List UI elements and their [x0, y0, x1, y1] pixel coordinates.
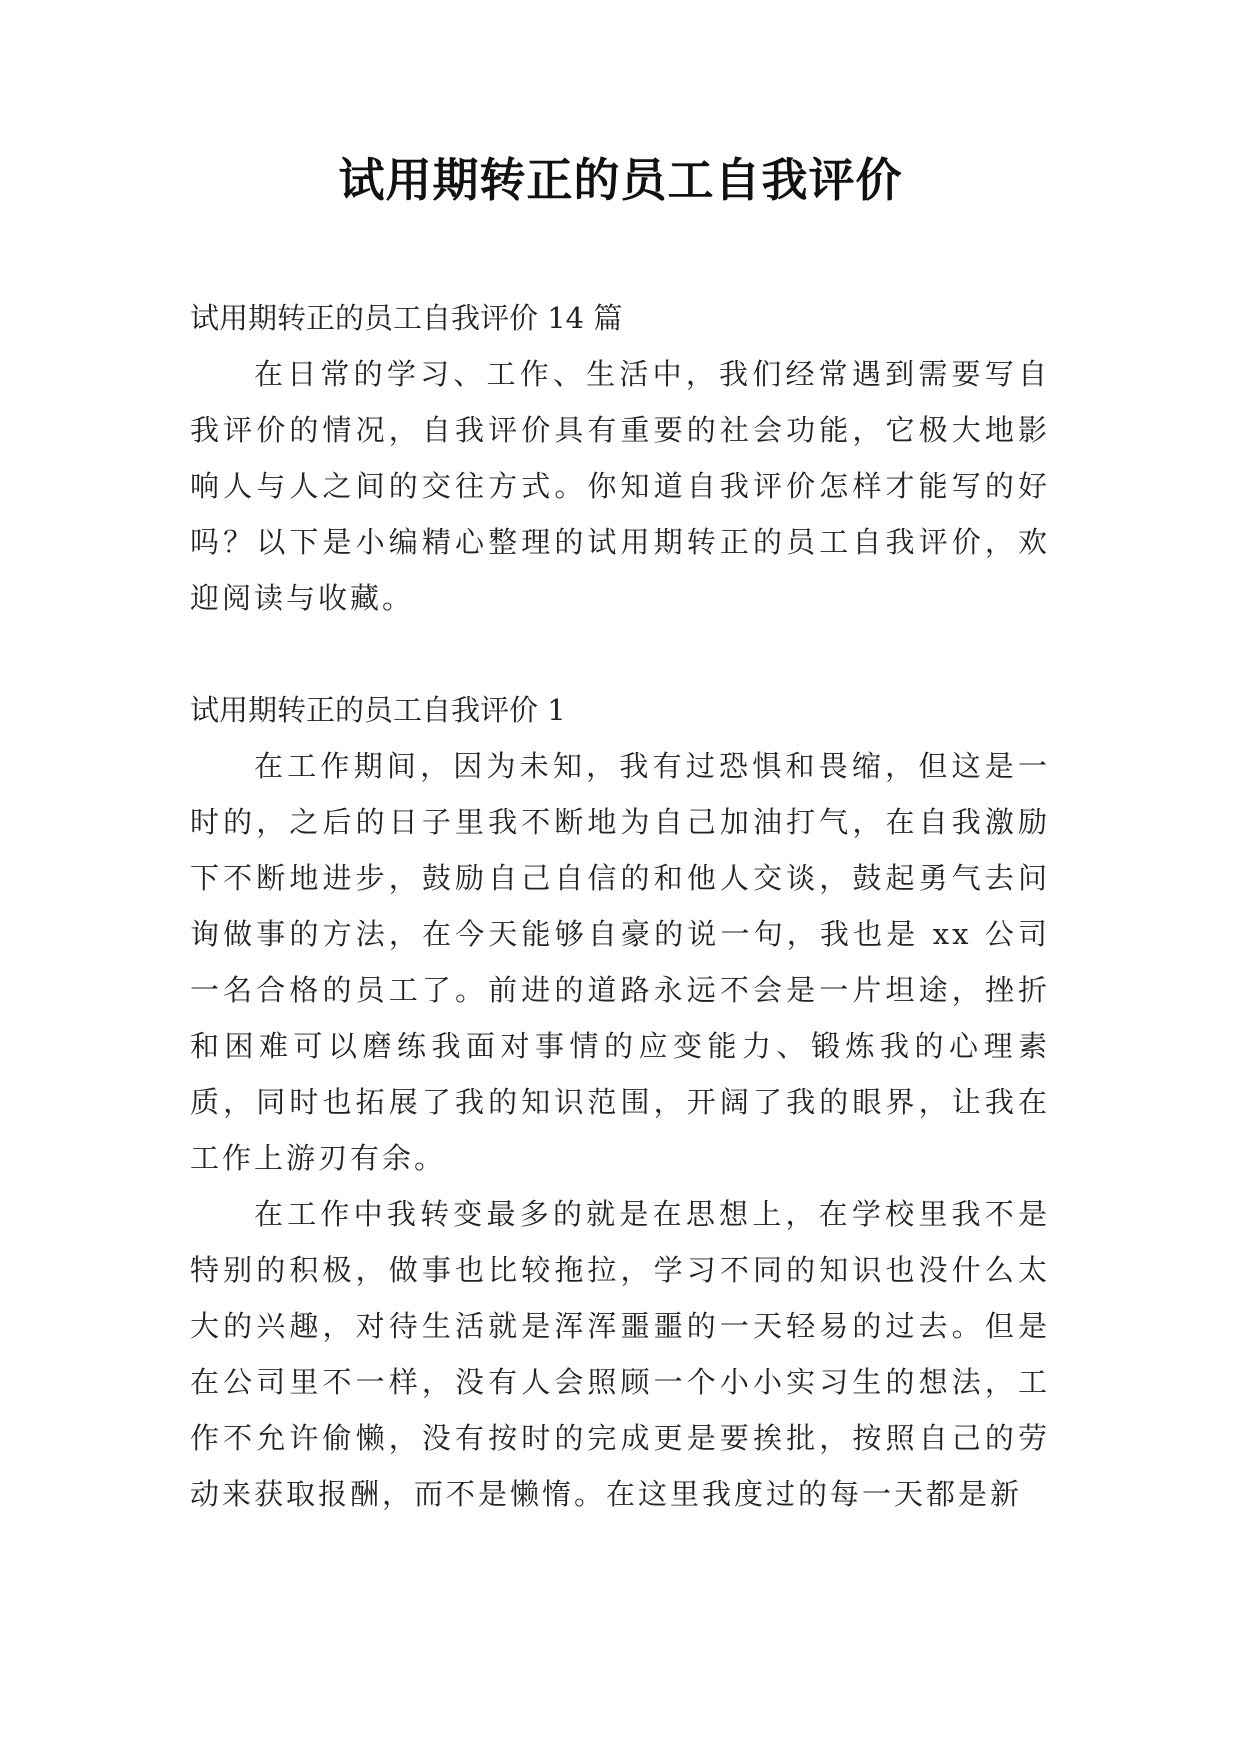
document-title: 试用期转正的员工自我评价 — [338, 153, 903, 207]
intro-paragraph: 在日常的学习、工作、生活中，我们经常遇到需要写自我评价的情况，自我评价具有重要的社会功能，它极大地影响人与人之间的交往方式。你知道自我评价怎样才能写的好吗？以下是小编精心整理的试用期转正的员工自我评价，欢迎阅读与收藏。 — [190, 357, 1050, 615]
section-1-heading: 试用期转正的员工自我评价 1 — [190, 693, 566, 727]
section-spacer — [190, 626, 1050, 682]
section-1-paragraph-2: 在工作中我转变最多的就是在思想上，在学校里我不是特别的积极，做事也比较拖拉，学习不同的知识也没什么太大的兴趣，对待生活就是浑浑噩噩的一天轻易的过去。但是在公司里不一样，没有人会照顾一个小小实习生的想法，工作不允许偷懒，没有按时的完成更是要挨批，按照自己的劳动来获取报酬，而不是懒惰。在这里我度过的每一天都是新 — [190, 1197, 1050, 1511]
document-body — [190, 290, 1050, 1522]
intro-heading: 试用期转正的员工自我评价 14 篇 — [190, 301, 623, 335]
section-1-paragraph-1: 在工作期间，因为未知，我有过恐惧和畏缩，但这是一时的，之后的日子里我不断地为自己加油打气，在自我激励下不断地进步，鼓励自己自信的和他人交谈，鼓起勇气去问询做事的方法，在今天能够自豪的说一句，我也是 xx 公司一名合格的员工了。前进的道路永远不会是一片坦途，挫折和困难可以磨练我面对事情的应变能力、锻炼我的心理素质，同时也拓展了我的知识范围，开阔了我的眼界，让我在工作上游刃有余。 — [190, 749, 1050, 1175]
